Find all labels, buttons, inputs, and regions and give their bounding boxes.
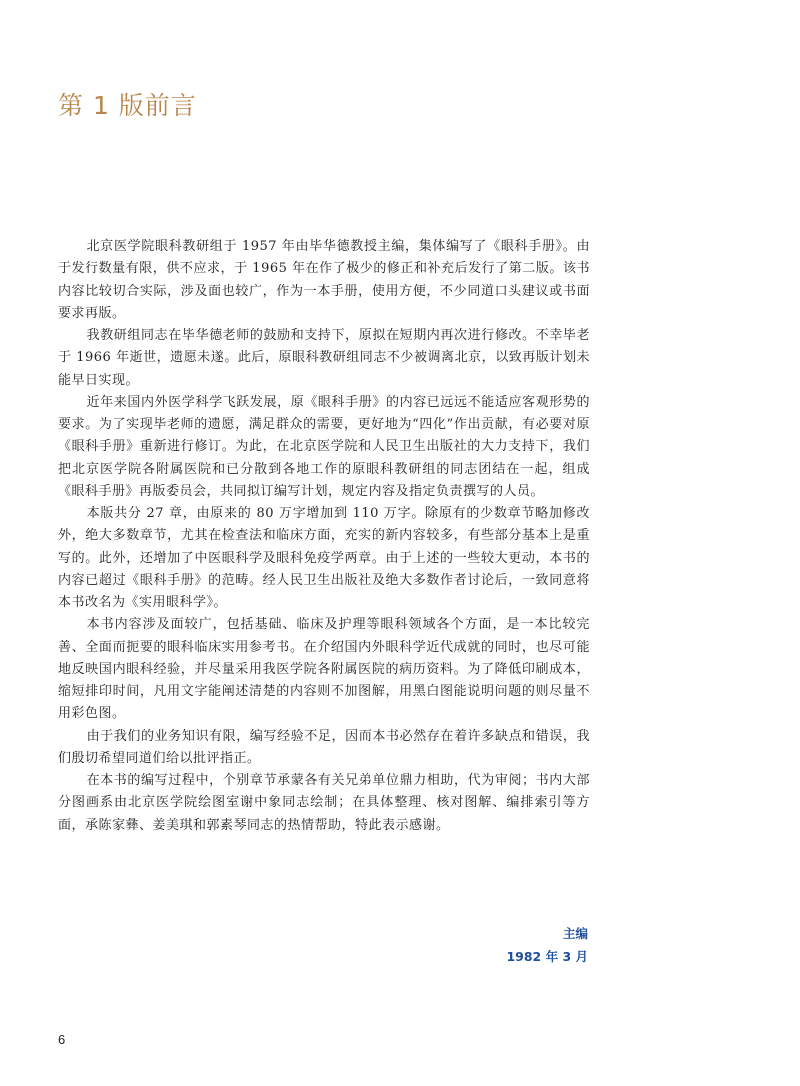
paragraph: 本书内容涉及面较广，包括基础、临床及护理等眼科领域各个方面，是一本比较完善、全面而扼要的眼科临床实用参考书。在介绍国内外眼科学近代成就的同时，也尽可能地反映国内眼科经验，并尽量采用我医学院各附属医院的病历资料。为了降低印刷成本，缩短排印时间，凡用文字能阐述清楚的内容则不加图解，用黑白图能说明问题的则尽量不用彩色图。 — [58, 617, 590, 722]
paragraph: 由于我们的业务知识有限，编写经验不足，因而本书必然存在着许多缺点和错误，我们殷切希望同道们给以批评指正。 — [58, 728, 590, 766]
signature-date: 1982 年 3 月 — [506, 949, 588, 964]
paragraph: 北京医学院眼科教研组于 1957 年由毕华德教授主编，集体编写了《眼科手册》。由于发行数量有限，供不应求，于 1965 年在作了极少的修正和补充后发行了第二版。该书内容比较切合实际，涉及面也较广，作为一本手册，使用方便，不少同道口头建议或书面要求再版。 — [58, 239, 590, 321]
paragraph: 我教研组同志在毕华德老师的鼓励和支持下，原拟在短期内再次进行修改。不幸毕老于 1966 年逝世，遗愿未遂。此后，原眼科教研组同志不少被调离北京，以致再版计划未能早日实现。 — [58, 328, 590, 388]
page-number: 6 — [58, 1032, 66, 1047]
page-title: 第 1 版前言 — [58, 91, 197, 120]
preface-body — [58, 236, 590, 837]
paragraph: 本版共分 27 章，由原来的 80 万字增加到 110 万字。除原有的少数章节略加修改外，绝大多数章节，尤其在检查法和临床方面，充实的新内容较多，有些部分基本上是重写的。此外，还增加了中医眼科学及眼科免疫学两章。由于上述的一些较大更动，本书的内容已超过《眼科手册》的范畴。经人民卫生出版社及绝大多数作者讨论后，一致同意将本书改名为《实用眼科学》。 — [58, 506, 590, 610]
signature-role: 主编 — [562, 926, 588, 941]
signature-block — [506, 922, 588, 968]
paragraph: 在本书的编写过程中，个别章节承蒙各有关兄弟单位鼎力相助，代为审阅；书内大部分图画系由北京医学院绘图室谢中象同志绘制；在具体整理、核对图解、编排索引等方面，承陈家彝、姜美琪和郭素琴同志的热情帮助，特此表示感谢。 — [58, 773, 590, 833]
paragraph: 近年来国内外医学科学飞跃发展，原《眼科手册》的内容已远远不能适应客观形势的要求。为了实现毕老师的遗愿，满足群众的需要，更好地为“四化”作出贡献，有必要对原《眼科手册》重新进行修订。为此，在北京医学院和人民卫生出版社的大力支持下，我们把北京医学院各附属医院和已分散到各地工作的原眼科教研组的同志团结在一起，组成《眼科手册》再版委员会，共同拟订编写计划，规定内容及指定负责撰写的人员。 — [58, 394, 590, 499]
